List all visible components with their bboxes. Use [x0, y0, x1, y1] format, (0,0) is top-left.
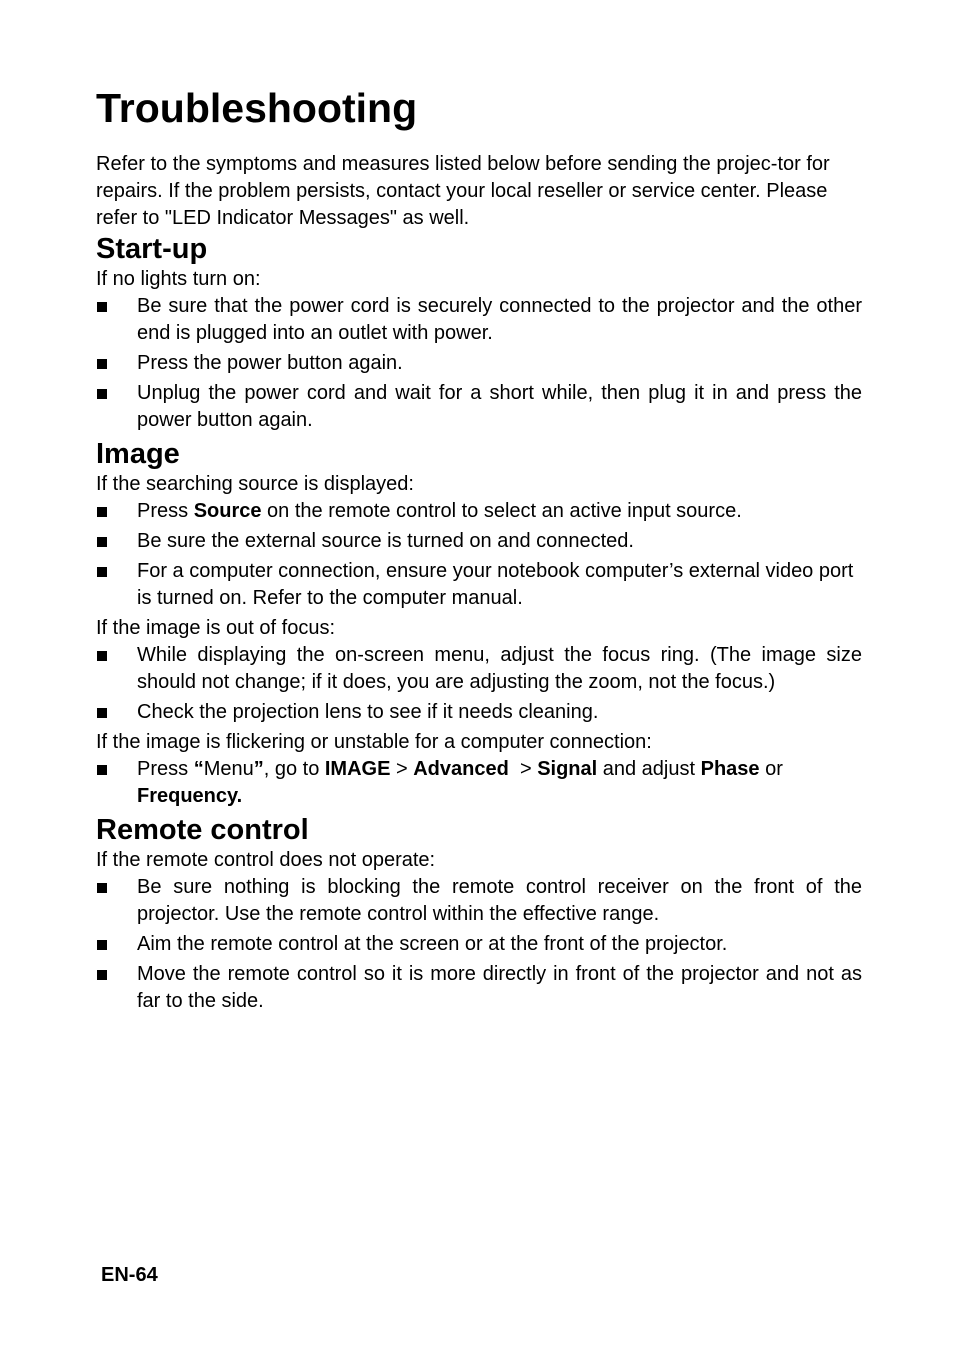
list-item: Unplug the power cord and wait for a short while, then plug it in and press the power button again. [96, 380, 862, 434]
remote-condition: If the remote control does not operate: [96, 849, 436, 871]
list-item: While displaying the on-screen menu, adjust the focus ring. (The image size should not change; if it does, you are adjusting the zoom, not the focus.) [96, 642, 862, 696]
square-bullet-icon [97, 507, 107, 517]
list-item: Press “Menu”, go to IMAGE > Advanced > Signal and adjust Phase or Frequency. [96, 756, 862, 810]
square-bullet-icon [97, 883, 107, 893]
startup-list [96, 293, 862, 434]
list-item: Press Source on the remote control to select an active input source. [96, 498, 862, 525]
section-remote-control [96, 813, 862, 1015]
square-bullet-icon [97, 940, 107, 950]
page-title: Troubleshooting [96, 85, 418, 131]
image-condition-flicker: If the image is flickering or unstable for a computer connection: [96, 731, 652, 753]
section-image [96, 437, 862, 810]
square-bullet-icon [97, 302, 107, 312]
list-item: Be sure the external source is turned on and connected. [96, 528, 862, 555]
square-bullet-icon [97, 970, 107, 980]
startup-condition: If no lights turn on: [96, 268, 261, 290]
image-list-focus [96, 642, 862, 726]
square-bullet-icon [97, 537, 107, 547]
square-bullet-icon [97, 567, 107, 577]
square-bullet-icon [97, 651, 107, 661]
remote-heading: Remote control [96, 814, 309, 846]
page-number: EN-64 [101, 1264, 158, 1286]
image-list-flicker [96, 756, 862, 810]
square-bullet-icon [97, 708, 107, 718]
remote-list [96, 874, 862, 1015]
list-item: For a computer connection, ensure your notebook computer’s external video port is turned on. Refer to the computer manual. [96, 558, 862, 612]
image-condition-focus: If the image is out of focus: [96, 617, 336, 639]
list-item: Check the projection lens to see if it needs cleaning. [96, 699, 862, 726]
startup-heading: Start-up [96, 233, 208, 265]
image-condition-source: If the searching source is displayed: [96, 473, 414, 495]
intro-paragraph: Refer to the symptoms and measures listed below before sending the projec-tor for repairs. If the problem persists, contact your local reseller or service center. Please refer to "LED Indicator Messages" as well. [96, 153, 830, 229]
section-startup [96, 232, 862, 434]
square-bullet-icon [97, 765, 107, 775]
list-item: Be sure that the power cord is securely connected to the projector and the other end is plugged into an outlet with power. [96, 293, 862, 347]
square-bullet-icon [97, 389, 107, 399]
list-item: Move the remote control so it is more directly in front of the projector and not as far to the side. [96, 961, 862, 1015]
square-bullet-icon [97, 359, 107, 369]
page-content [96, 84, 862, 1018]
list-item: Press the power button again. [96, 350, 862, 377]
list-item: Aim the remote control at the screen or at the front of the projector. [96, 931, 862, 958]
list-item: Be sure nothing is blocking the remote control receiver on the front of the projector. Use the remote control within the effective range. [96, 874, 862, 928]
image-heading: Image [96, 438, 180, 470]
image-list-source [96, 498, 862, 612]
